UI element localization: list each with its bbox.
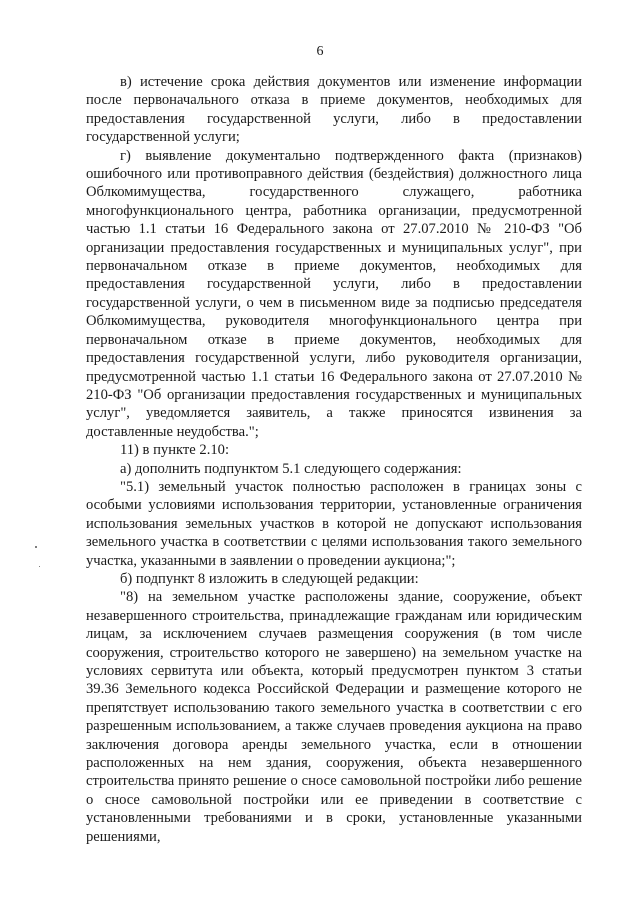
paragraph-item-g: г) выявление документально подтвержденного факта (признаков) ошибочного или противоправного действия (бездействия) должностного лица Облкомимущества, государственного служащего, работника многофункционального центра, работника организации, предусмотренной частью 1.1 статьи 16 Федерального закона от 27.07.2010 № 210-ФЗ "Об организации предоставления государственных и муниципальных услуг", при первоначальном отказе в приеме документов, необходимых для предоставления государственной услуги, либо в предоставлении государственной услуги, о чем в письменном виде за подписью председателя Облкомимущества, руководителя многофункционального центра при первоначальном отказе в приеме документов, необходимых для предоставления государственной услуги, либо руководителя организации, предусмотренной частью 1.1 статьи 16 Федерального закона от 27.07.2010 № 210-ФЗ "Об организации предоставления государственных и муниципальных услуг", уведомляется заявитель, а также приносятся извинения за доставленные неудобства.";	[86, 147, 582, 440]
scan-speck-mark	[35, 546, 37, 548]
scan-speck-mark	[39, 566, 40, 567]
paragraph-item-v: в) истечение срока действия документов или изменение информации после первоначального отказа в приеме документов, необходимых для предоставления государственной услуги, либо в предоставлении государственной услуги;	[86, 74, 582, 146]
paragraph-subitem-b: б) подпункт 8 изложить в следующей редакции:	[120, 570, 419, 587]
page-number: 6	[316, 44, 324, 59]
document-body	[86, 73, 582, 846]
paragraph-point-11: 11) в пункте 2.10:	[120, 442, 230, 459]
paragraph-quote-5-1: "5.1) земельный участок полностью расположен в границах зоны с особыми условиями использования территории, установленные ограничения использования земельных участков в которой не допускают использования земельного участка в соответствии с целями использования такого земельного участка, указанными в заявлении о проведении аукциона;";	[86, 478, 582, 569]
paragraph-subitem-a: а) дополнить подпунктом 5.1 следующего содержания:	[120, 460, 462, 477]
paragraph-quote-8: "8) на земельном участке расположены здание, сооружение, объект незавершенного строительства, принадлежащие гражданам или юридическим лицам, за исключением случаев размещения сооружения (в том числе сооружения, строительство которого не завершено) на земельном участке на условиях сервитута или объекта, который предусмотрен пунктом 3 статьи 39.36 Земельного кодекса Российской Федерации и размещение которого не препятствует использованию такого земельного участка в соответствии с его разрешенным использованием, а также случаев проведения аукциона на право заключения договора аренды земельного участка, если в отношении расположенных на нем здания, сооружения, объекта незавершенного строительства принято решение о сносе самовольной постройки либо решение о сносе самовольной постройки или ее приведении в соответствие с установленными требованиями и в сроки, установленные указанными решениями,	[86, 589, 582, 845]
